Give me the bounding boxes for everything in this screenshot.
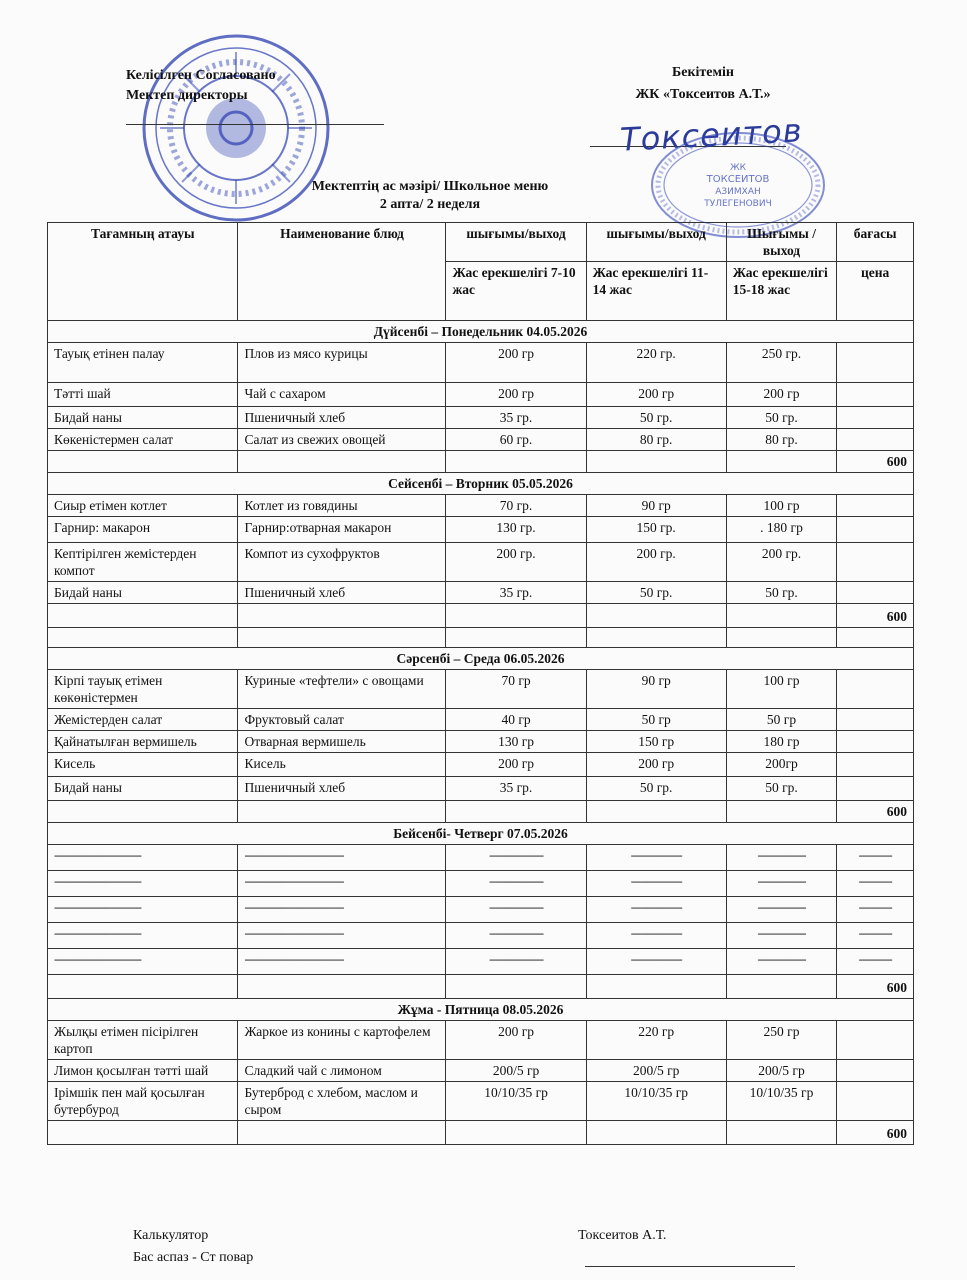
dish-kz: Жылқы етімен пісірілген картоп [48,1021,238,1060]
portion-11-14: 220 гр. [586,343,726,383]
dish-kz: Бидай наны [48,777,238,801]
price-cell [837,709,914,731]
portion-15-18: 200/5 гр [726,1060,837,1082]
dash-placeholder: ----------------- [586,923,726,949]
dish-kz: Гарнир: макарон [48,517,238,543]
menu-table [47,222,914,1145]
portion-7-10: 200 гр [446,343,586,383]
dash-placeholder: ---------------- [726,845,837,871]
portion-7-10: 130 гр. [446,517,586,543]
table-row [48,343,914,383]
portion-7-10: 130 гр [446,731,586,753]
dish-ru: Отварная вермишель [238,731,446,753]
signature-line-left [126,124,384,125]
dish-ru: Куриные «тефтели» с овощами [238,670,446,709]
table-row [48,923,914,949]
day-title: Дүйсенбі – Понедельник 04.05.2026 [48,321,914,343]
table-row [48,383,914,407]
portion-7-10: 40 гр [446,709,586,731]
header-age-a: Жас ерекшелігі 7-10 жас [446,262,586,321]
portion-15-18: 200 гр. [726,543,837,582]
day-title: Бейсенбі- Четверг 07.05.2026 [48,823,914,845]
price-cell [837,343,914,383]
dash-placeholder: --------------------------------- [238,845,446,871]
price-cell [837,543,914,582]
dish-ru: Котлет из говядины [238,495,446,517]
header-output-c: Шығымы /выход [726,223,837,262]
portion-15-18: 200 гр [726,383,837,407]
dash-placeholder: ------------------ [446,949,586,975]
responsible-name: Токсеитов А.Т. [578,1228,667,1243]
agreed-label: Келісілген Согласовано [126,68,276,83]
portion-11-14: 10/10/35 гр [586,1082,726,1121]
total-row [48,604,914,628]
table-row [48,753,914,777]
portion-11-14: 150 гр. [586,517,726,543]
portion-11-14: 90 гр [586,670,726,709]
day-row-wednesday [48,648,914,670]
header-ru: Наименование блюд [238,223,446,321]
portion-7-10: 200 гр [446,383,586,407]
price-cell [837,429,914,451]
table-row [48,871,914,897]
dash-placeholder: ------------------ [446,923,586,949]
portion-15-18: 250 гр. [726,343,837,383]
dash-placeholder: ----------------- [586,897,726,923]
portion-15-18: 50 гр [726,709,837,731]
table-row [48,777,914,801]
portion-11-14: 50 гр. [586,777,726,801]
table-row [48,845,914,871]
price-cell [837,582,914,604]
portion-7-10: 10/10/35 гр [446,1082,586,1121]
day-total-price: 600 [837,451,914,473]
stamp-text-2: ТОКСЕИТОВ [706,174,770,185]
dish-kz: Ірімшік пен май қосылған бутербурод [48,1082,238,1121]
header-age-b: Жас ерекшелігі 11-14 жас [586,262,726,321]
dish-ru: Салат из свежих овощей [238,429,446,451]
portion-15-18: 10/10/35 гр [726,1082,837,1121]
total-row [48,801,914,823]
table-row [48,517,914,543]
dish-ru: Кисель [238,753,446,777]
dash-placeholder: --------------------------------- [238,871,446,897]
table-row [48,582,914,604]
dash-placeholder: ------------------ [446,845,586,871]
header-output-b: шығымы/выход [586,223,726,262]
day-row-tuesday [48,473,914,495]
dish-ru: Пшеничный хлеб [238,407,446,429]
approval-block-right [608,62,798,106]
school-director-label: Мектеп директоры [126,88,248,103]
day-total-price: 600 [837,1121,914,1145]
portion-11-14: 200 гр [586,383,726,407]
portion-7-10: 200 гр [446,1021,586,1060]
day-title: Жұма - Пятница 08.05.2026 [48,999,914,1021]
portion-11-14: 220 гр [586,1021,726,1060]
price-cell [837,407,914,429]
dash-placeholder: ----------- [837,845,914,871]
portion-15-18: . 180 гр [726,517,837,543]
portion-11-14: 50 гр. [586,582,726,604]
day-total-price: 600 [837,801,914,823]
footer-signature-line [585,1266,795,1267]
dish-kz: Тәтті шай [48,383,238,407]
stamp-text-1: ЖК [729,163,747,173]
total-row [48,1121,914,1145]
portion-15-18: 50 гр. [726,582,837,604]
day-total-price: 600 [837,604,914,628]
portion-11-14: 90 гр [586,495,726,517]
portion-7-10: 35 гр. [446,582,586,604]
portion-7-10: 35 гр. [446,407,586,429]
portion-15-18: 100 гр [726,495,837,517]
price-cell [837,1082,914,1121]
portion-7-10: 60 гр. [446,429,586,451]
document-title [280,178,580,214]
portion-7-10: 70 гр [446,670,586,709]
portion-15-18: 200гр [726,753,837,777]
day-title: Сәрсенбі – Среда 06.05.2026 [48,648,914,670]
portion-11-14: 50 гр [586,709,726,731]
dish-kz: Кептірілген жемістерден компот [48,543,238,582]
head-cook-label: Бас аспаз - Ст повар [133,1250,254,1265]
dash-placeholder: ----------------------------- [48,949,238,975]
title-line-1: Мектептің ас мәзірі/ Школьное меню [311,179,549,194]
entrepreneur-name: ЖК «Токсеитов А.Т.» [635,87,771,102]
day-row-monday [48,321,914,343]
header-kz: Тағамның атауы [48,223,238,321]
dish-ru: Пшеничный хлеб [238,777,446,801]
dash-placeholder: ----------------- [586,949,726,975]
dash-placeholder: ----------- [837,923,914,949]
table-row [48,709,914,731]
portion-7-10: 70 гр. [446,495,586,517]
price-cell [837,731,914,753]
dash-placeholder: ----------------- [586,845,726,871]
dash-placeholder: ----------- [837,949,914,975]
portion-7-10: 200 гр. [446,543,586,582]
header-age-c: Жас ерекшелігі 15-18 жас [726,262,837,321]
table-row [48,429,914,451]
portion-11-14: 200 гр. [586,543,726,582]
table-row [48,949,914,975]
portion-15-18: 180 гр [726,731,837,753]
table-row [48,407,914,429]
stamp-text-4: ТУЛЕГЕНОВИЧ [704,199,772,209]
price-cell [837,1021,914,1060]
dash-placeholder: ---------------- [726,949,837,975]
dish-kz: Қайнатылған вермишель [48,731,238,753]
dish-kz: Лимон қосылған тәтті шай [48,1060,238,1082]
day-title: Сейсенбі – Вторник 05.05.2026 [48,473,914,495]
dish-ru: Плов из мясо курицы [238,343,446,383]
portion-15-18: 50 гр. [726,777,837,801]
dish-kz: Тауық етінен палау [48,343,238,383]
dish-ru: Гарнир:отварная макарон [238,517,446,543]
day-row-friday [48,999,914,1021]
portion-15-18: 80 гр. [726,429,837,451]
table-row [48,1021,914,1060]
dash-placeholder: ----------------------------- [48,871,238,897]
dash-placeholder: ---------------- [726,897,837,923]
portion-11-14: 200 гр [586,753,726,777]
dash-placeholder: ---------------- [726,871,837,897]
price-cell [837,383,914,407]
dish-ru: Сладкий чай с лимоном [238,1060,446,1082]
portion-7-10: 200 гр [446,753,586,777]
dash-placeholder: ----------- [837,897,914,923]
table-row [48,1082,914,1121]
portion-11-14: 50 гр. [586,407,726,429]
dash-placeholder: --------------------------------- [238,949,446,975]
header-price-ru: цена [837,262,914,321]
header-output-a: шығымы/выход [446,223,586,262]
dash-placeholder: ----------------- [586,871,726,897]
price-cell [837,670,914,709]
table-row [48,670,914,709]
portion-7-10: 35 гр. [446,777,586,801]
dash-placeholder: ----------- [837,871,914,897]
dash-placeholder: ----------------------------- [48,923,238,949]
table-row [48,495,914,517]
dish-ru: Пшеничный хлеб [238,582,446,604]
dash-placeholder: ----------------------------- [48,897,238,923]
table-row [48,731,914,753]
stamp-text-3: АЗИМХАН [715,187,761,197]
total-row [48,451,914,473]
price-cell [837,753,914,777]
price-cell [837,777,914,801]
portion-11-14: 150 гр [586,731,726,753]
dash-placeholder: ---------------- [726,923,837,949]
dish-ru: Компот из сухофруктов [238,543,446,582]
approve-label: Бекітемін [671,65,734,80]
portion-15-18: 250 гр [726,1021,837,1060]
dish-kz: Жемістерден салат [48,709,238,731]
dish-kz: Бидай наны [48,582,238,604]
dish-kz: Сиыр етімен котлет [48,495,238,517]
handwritten-signature: Токсеитов [619,111,804,159]
title-line-2: 2 апта/ 2 неделя [379,197,481,212]
price-cell [837,495,914,517]
dash-placeholder: ------------------ [446,871,586,897]
day-total-price: 600 [837,975,914,999]
dish-kz: Көкеністермен салат [48,429,238,451]
portion-11-14: 80 гр. [586,429,726,451]
dish-ru: Жаркое из конины с картофелем [238,1021,446,1060]
portion-11-14: 200/5 гр [586,1060,726,1082]
portion-15-18: 50 гр. [726,407,837,429]
empty-row [48,628,914,648]
calculator-label: Калькулятор [133,1228,209,1243]
dish-ru: Бутерброд с хлебом, маслом и сыром [238,1082,446,1121]
table-row [48,1060,914,1082]
table-row [48,897,914,923]
dash-placeholder: --------------------------------- [238,923,446,949]
dash-placeholder: --------------------------------- [238,897,446,923]
dish-kz: Кірпі тауық етімен көкөністермен [48,670,238,709]
table-row [48,543,914,582]
dash-placeholder: ------------------ [446,897,586,923]
dish-ru: Фруктовый салат [238,709,446,731]
portion-15-18: 100 гр [726,670,837,709]
dash-placeholder: ----------------------------- [48,845,238,871]
dish-ru: Чай с сахаром [238,383,446,407]
day-row-thursday [48,823,914,845]
dish-kz: Кисель [48,753,238,777]
approval-block-left [126,66,384,125]
price-cell [837,517,914,543]
dish-kz: Бидай наны [48,407,238,429]
table-header-row [48,223,914,262]
price-cell [837,1060,914,1082]
header-price: бағасы [837,223,914,262]
portion-7-10: 200/5 гр [446,1060,586,1082]
total-row [48,975,914,999]
